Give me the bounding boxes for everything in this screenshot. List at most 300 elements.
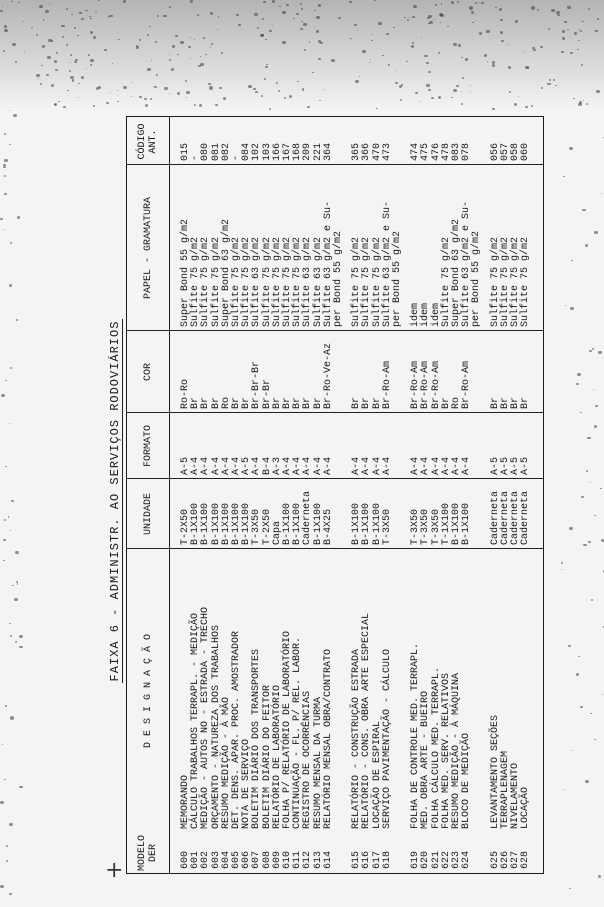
speckle bbox=[282, 41, 286, 44]
cell-modelo: 610 bbox=[282, 850, 293, 869]
cell-formato: A-4 bbox=[190, 456, 202, 475]
speckle bbox=[150, 98, 152, 100]
cell-unidade: B-1X100 bbox=[461, 502, 473, 545]
cell-papel: Sulfite 63 g/m2 bbox=[312, 236, 324, 327]
cell-unidade: T-3X50 bbox=[410, 508, 422, 545]
speckle bbox=[551, 9, 555, 12]
speckle bbox=[46, 74, 49, 76]
cell-papel: Super Bond 55 g/m2 bbox=[180, 218, 191, 327]
cell-designacao: FOLHA CÁLCULO MED. TERRAPL. bbox=[430, 666, 442, 829]
speckle bbox=[532, 47, 535, 49]
speckle bbox=[595, 30, 598, 32]
cell-modelo: 609 bbox=[271, 850, 283, 869]
header-designacao: D E S I G N A Ç Ã O bbox=[142, 633, 154, 749]
speckle bbox=[71, 14, 73, 15]
speckle bbox=[331, 59, 335, 62]
cell-designacao: BOLETIM DIÁRIO DOS TRANSPORTES bbox=[251, 648, 263, 829]
cell-codigo: 168 bbox=[292, 142, 304, 161]
cell-formato: A-4 bbox=[410, 456, 422, 475]
speckle bbox=[296, 13, 299, 15]
cell-designacao: NIVELAMENTO bbox=[510, 762, 521, 829]
speckle bbox=[54, 103, 57, 105]
speckle bbox=[316, 30, 319, 32]
speckle bbox=[420, 101, 421, 102]
speckle bbox=[597, 18, 599, 20]
cell-formato: A-4 bbox=[292, 456, 304, 475]
speckle bbox=[509, 91, 510, 92]
cell-cor: Br bbox=[292, 396, 304, 409]
speckle bbox=[177, 54, 178, 55]
cell-formato: A-4 bbox=[371, 456, 383, 475]
cell-modelo: 605 bbox=[231, 850, 242, 869]
cell-unidade: Caderneta bbox=[510, 490, 521, 545]
cell-cor: Br-Ro-Am bbox=[461, 360, 473, 409]
cell-formato: A-4 bbox=[231, 456, 242, 475]
speckle bbox=[540, 46, 543, 48]
cell-codigo: 058 bbox=[510, 142, 521, 161]
speckle bbox=[54, 60, 57, 62]
speckle bbox=[104, 49, 106, 51]
cell-cor: Ro bbox=[220, 396, 232, 409]
speckle bbox=[582, 21, 584, 22]
speckle bbox=[180, 41, 184, 44]
cell-modelo: 620 bbox=[420, 850, 432, 869]
cell-cor: Br bbox=[371, 396, 383, 409]
speckle bbox=[10, 530, 11, 531]
forms-table bbox=[126, 116, 544, 874]
speckle bbox=[412, 16, 415, 18]
cell-modelo: 626 bbox=[499, 850, 511, 869]
speckle bbox=[210, 12, 213, 15]
cell-modelo: 619 bbox=[410, 850, 422, 869]
speckle bbox=[254, 13, 258, 16]
cell-cor: Br bbox=[351, 396, 363, 409]
speckle bbox=[123, 0, 126, 2]
speckle bbox=[564, 21, 567, 23]
speckle bbox=[469, 6, 473, 9]
speckle bbox=[132, 82, 133, 83]
cell-designacao: MEMORANDO bbox=[180, 774, 191, 829]
cell-formato: A-4 bbox=[440, 456, 452, 475]
cell-codigo: 103 bbox=[261, 142, 273, 161]
speckle bbox=[155, 41, 157, 43]
speckle bbox=[601, 193, 602, 194]
speckle bbox=[205, 54, 206, 55]
speckle bbox=[90, 64, 92, 66]
cell-papel: Sulfite 75 g/m2 bbox=[190, 236, 202, 327]
cell-modelo: 606 bbox=[241, 850, 253, 869]
cell-cor: Br bbox=[312, 396, 324, 409]
cell-formato: A-4 bbox=[312, 456, 324, 475]
cell-papel: Sulfite 75 g/m2 bbox=[351, 236, 363, 327]
cell-unidade: T-2X50 bbox=[261, 508, 273, 545]
speckle bbox=[461, 103, 463, 105]
speckle bbox=[0, 218, 3, 220]
speckle bbox=[260, 34, 264, 37]
cell-formato: A-5 bbox=[489, 456, 501, 475]
speckle bbox=[470, 91, 471, 92]
speckle bbox=[221, 52, 223, 54]
cell-cor: Br bbox=[190, 396, 202, 409]
cell-codigo: 221 bbox=[312, 142, 324, 161]
speckle bbox=[200, 63, 204, 66]
speckle bbox=[209, 86, 213, 89]
cell-codigo: 476 bbox=[430, 142, 442, 161]
cell-codigo: 081 bbox=[210, 142, 222, 161]
speckle bbox=[596, 90, 599, 93]
speckle bbox=[63, 106, 65, 108]
speckle bbox=[301, 8, 303, 9]
cell-formato: A-4 bbox=[210, 456, 222, 475]
speckle bbox=[70, 76, 73, 79]
speckle bbox=[9, 893, 11, 895]
cell-designacao: REGISTRO DE OCORRÊNCIAS bbox=[302, 690, 314, 829]
speckle bbox=[531, 105, 533, 107]
speckle bbox=[112, 63, 113, 64]
column-rule bbox=[127, 164, 543, 165]
speckle bbox=[282, 11, 285, 14]
cell-unidade: T-3X50 bbox=[430, 508, 442, 545]
speckle bbox=[66, 8, 68, 9]
speckle bbox=[570, 52, 573, 55]
cell-formato: A-4 bbox=[430, 456, 442, 475]
cell-cor: Br bbox=[200, 396, 212, 409]
cell-designacao: FOLHA MED. SERV. RELATIVOS bbox=[440, 672, 452, 829]
cell-unidade: Capa bbox=[271, 520, 283, 545]
cell-papel: Sulfite 75 g/m2 bbox=[292, 236, 304, 327]
cell-papel: Super Bond 63 g/m2 bbox=[220, 218, 232, 327]
header-papel: PAPEL - GRAMATURA bbox=[142, 196, 154, 300]
cell-designacao: RELATÓRIO MENSAL OBRA/CONTRATO bbox=[322, 648, 334, 829]
cell-designacao: LOCAÇÃO bbox=[520, 786, 532, 829]
cell-designacao: LEVANTAMENTO SEÇÕES bbox=[489, 714, 501, 829]
speckle bbox=[4, 519, 6, 520]
speckle bbox=[284, 97, 286, 98]
cell-papel: Sulfite 75 g/m2 bbox=[231, 236, 242, 327]
cell-unidade: B-1X100 bbox=[351, 502, 363, 545]
cell-cor: Br bbox=[489, 396, 501, 409]
speckle bbox=[248, 85, 251, 88]
table-header bbox=[127, 117, 170, 873]
speckle bbox=[453, 89, 457, 92]
cell-unidade: T-1X100 bbox=[440, 502, 452, 545]
speckle bbox=[10, 635, 12, 637]
speckle bbox=[4, 133, 6, 135]
cell-papel: Super Bond 63 g/m2 bbox=[451, 218, 462, 327]
cell-designacao: NOTA DE SERVIÇO bbox=[241, 738, 253, 829]
speckle bbox=[9, 623, 11, 624]
cell-cor: Br bbox=[271, 396, 283, 409]
cell-formato: A-4 bbox=[302, 456, 314, 475]
speckle bbox=[15, 61, 17, 63]
speckle bbox=[297, 81, 299, 82]
speckle bbox=[537, 9, 539, 11]
cell-cor: Ro-Ro bbox=[180, 378, 191, 409]
speckle bbox=[1, 394, 5, 397]
cell-unidade: Caderneta bbox=[499, 490, 511, 545]
speckle bbox=[602, 694, 603, 695]
cell-papel: Sulfite 75 g/m2 bbox=[261, 236, 273, 327]
cell-unidade: Caderneta bbox=[302, 490, 314, 545]
speckle bbox=[169, 54, 170, 55]
cell-designacao: RELATÓRIO DE LABORATÓRIO bbox=[271, 684, 283, 829]
speckle bbox=[55, 69, 57, 71]
speckle bbox=[6, 845, 8, 847]
cell-formato: A-3 bbox=[271, 456, 283, 475]
speckle bbox=[169, 93, 170, 94]
speckle bbox=[579, 101, 582, 103]
cell-modelo: 600 bbox=[180, 850, 191, 869]
cell-codigo: 366 bbox=[361, 142, 373, 161]
cell-codigo: 473 bbox=[381, 142, 393, 161]
speckle bbox=[272, 0, 275, 3]
cell-modelo: 621 bbox=[430, 850, 442, 869]
speckle bbox=[0, 801, 4, 804]
cell-codigo: 364 bbox=[322, 142, 334, 161]
cell-designacao: RESUMO MEDIÇÃO - À MÁQUINA bbox=[451, 672, 462, 829]
speckle bbox=[276, 82, 279, 84]
speckle bbox=[525, 66, 529, 69]
cell-codigo: 057 bbox=[499, 142, 511, 161]
speckle bbox=[3, 560, 4, 561]
cell-unidade: T-3X50 bbox=[251, 508, 263, 545]
speckle bbox=[500, 31, 503, 33]
cell-codigo: 015 bbox=[180, 142, 191, 161]
speckle bbox=[45, 10, 49, 13]
speckle bbox=[163, 15, 166, 18]
speckle bbox=[500, 19, 503, 21]
cell-papel: Sulfite 63 g/m2 bbox=[302, 236, 314, 327]
speckle bbox=[413, 5, 417, 8]
cell-formato: A-5 bbox=[510, 456, 521, 475]
cell-modelo: 616 bbox=[361, 850, 373, 869]
cell-unidade: Caderneta bbox=[489, 490, 501, 545]
speckle bbox=[3, 166, 6, 168]
cell-unidade: B-1X100 bbox=[282, 502, 293, 545]
speckle bbox=[110, 92, 112, 93]
cell-codigo: 083 bbox=[451, 142, 462, 161]
speckle bbox=[117, 101, 119, 102]
speckle bbox=[447, 26, 449, 28]
cell-unidade: B-1X100 bbox=[200, 502, 212, 545]
cell-modelo: 625 bbox=[489, 850, 501, 869]
cell-modelo: 613 bbox=[312, 850, 324, 869]
speckle bbox=[36, 74, 40, 77]
speckle bbox=[386, 33, 389, 35]
speckle bbox=[439, 13, 443, 16]
cell-unidade: B-1X100 bbox=[241, 502, 253, 545]
speckle bbox=[172, 45, 175, 48]
cell-designacao: ORÇAMENTO - NATUREZA DOS TRABALHOS bbox=[210, 624, 222, 829]
cell-unidade: B-1X100 bbox=[451, 502, 462, 545]
header-unidade: UNIDADE bbox=[142, 493, 154, 536]
speckle bbox=[371, 40, 372, 41]
cell-unidade: B-1X100 bbox=[190, 502, 202, 545]
cell-modelo: 607 bbox=[251, 850, 263, 869]
speckle bbox=[12, 43, 16, 46]
speckle bbox=[407, 19, 409, 21]
speckle bbox=[186, 91, 189, 94]
cell-codigo: 102 bbox=[251, 142, 263, 161]
speckle bbox=[194, 104, 196, 105]
speckle bbox=[108, 16, 110, 17]
speckle bbox=[2, 6, 3, 7]
speckle bbox=[69, 70, 71, 71]
cell-papel: Sulfite 63 g/m2 e Su- bbox=[461, 200, 473, 327]
cell-formato: A-4 bbox=[361, 456, 373, 475]
cell-designacao: DET. DENS. APAR. PROC. AMOSTRADOR bbox=[231, 630, 242, 829]
speckle bbox=[169, 59, 171, 61]
cell-designacao: FOLHA DE CONTROLE MED. TERRAPL. bbox=[410, 642, 422, 829]
cell-modelo: 627 bbox=[510, 850, 521, 869]
cell-designacao: MED. OBRA ARTE - BUEIRO bbox=[420, 690, 432, 829]
speckle bbox=[6, 860, 8, 862]
cell-papel: Sulfite 75 g/m2 bbox=[241, 236, 253, 327]
cell-papel: Sulfite 75 g/m2 bbox=[282, 236, 293, 327]
cell-codigo: 084 bbox=[241, 142, 253, 161]
speckle bbox=[90, 59, 94, 62]
cell-cor: Br-Br-Br bbox=[251, 360, 263, 409]
cell-designacao: CONTINUAÇÃO - FL. P/ REL. LABOR. bbox=[292, 636, 304, 829]
speckle bbox=[77, 35, 78, 36]
cell-unidade: B-1X100 bbox=[312, 502, 324, 545]
speckle bbox=[78, 83, 80, 84]
cell-codigo: 167 bbox=[282, 142, 293, 161]
cell-papel: Sulfite 75 g/m2 bbox=[520, 236, 532, 327]
cell-modelo: 623 bbox=[451, 850, 462, 869]
cell-modelo: 604 bbox=[220, 850, 232, 869]
speckle bbox=[577, 49, 579, 50]
speckle bbox=[562, 30, 565, 32]
cell-modelo: 615 bbox=[351, 850, 363, 869]
cell-cor: Br-Ro-Am bbox=[430, 360, 442, 409]
speckle bbox=[4, 159, 8, 162]
speckle bbox=[438, 96, 441, 98]
cell-unidade: T-3X50 bbox=[381, 508, 393, 545]
cell-codigo: 060 bbox=[520, 142, 532, 161]
cell-papel: Sulfite 75 g/m2 bbox=[200, 236, 212, 327]
speckle bbox=[567, 29, 568, 30]
cell-formato: A-4 bbox=[220, 456, 232, 475]
speckle bbox=[574, 32, 577, 35]
speckle bbox=[74, 27, 76, 29]
speckle bbox=[36, 34, 38, 35]
cell-unidade: B-1X100 bbox=[220, 502, 232, 545]
cell-cor: Br bbox=[282, 396, 293, 409]
cell-codigo: - bbox=[190, 154, 202, 161]
cell-cor: Br-Ro-Ve-Az bbox=[322, 342, 334, 409]
cell-formato: A-5 bbox=[241, 456, 253, 475]
cell-papel: Sulfite 75 g/m2 bbox=[489, 236, 501, 327]
speckle bbox=[514, 103, 518, 106]
speckle bbox=[9, 144, 10, 145]
speckle bbox=[253, 88, 256, 90]
cell-cor: Br bbox=[440, 396, 452, 409]
speckle bbox=[438, 52, 440, 53]
speckle bbox=[531, 6, 535, 9]
speckle bbox=[318, 4, 321, 7]
cell-codigo: 470 bbox=[371, 142, 383, 161]
speckle bbox=[415, 92, 418, 94]
cell-papel: idem bbox=[410, 302, 422, 327]
speckle bbox=[316, 16, 320, 19]
cell-modelo: 602 bbox=[200, 850, 212, 869]
speckle bbox=[199, 104, 202, 106]
cell-formato: A-4 bbox=[251, 456, 263, 475]
speckle bbox=[428, 23, 430, 24]
cell-formato: A-5 bbox=[499, 456, 511, 475]
cell-cor: Br bbox=[520, 396, 532, 409]
speckle bbox=[573, 98, 575, 100]
speckle bbox=[4, 193, 6, 195]
cell-codigo: 474 bbox=[410, 142, 422, 161]
cell-formato: A-4 bbox=[381, 456, 393, 475]
cell-papel: idem bbox=[420, 302, 432, 327]
cell-designacao: FOLHA P/ RELATÓRIO DE LABORATÓRIO bbox=[282, 630, 293, 829]
page-title bbox=[108, 110, 122, 892]
cell-papel: Sulfite 75 g/m2 bbox=[271, 236, 283, 327]
speckle bbox=[547, 83, 550, 86]
speckle bbox=[431, 97, 434, 99]
speckle bbox=[5, 705, 8, 707]
cell-papel: per Bond 55 g/m2 bbox=[471, 230, 483, 327]
cell-codigo: - bbox=[231, 154, 242, 161]
speckle bbox=[515, 20, 518, 22]
cell-papel: Sulfite 63 g/m2 e Su- bbox=[322, 200, 334, 327]
speckle bbox=[456, 85, 459, 87]
speckle bbox=[62, 36, 64, 38]
cell-unidade: B-1X100 bbox=[210, 502, 222, 545]
cell-designacao: CÁLCULO TRABALHOS TERRAPL. - MEDIÇÃO bbox=[190, 612, 202, 829]
cell-papel: Sulfite 75 g/m2 bbox=[371, 236, 383, 327]
cell-unidade: T-3X50 bbox=[420, 508, 432, 545]
speckle bbox=[255, 91, 258, 93]
cell-codigo: 209 bbox=[302, 142, 314, 161]
speckle bbox=[600, 488, 601, 489]
speckle bbox=[147, 68, 150, 71]
cell-papel: Sulfite 75 g/m2 bbox=[499, 236, 511, 327]
cell-unidade: B-1X100 bbox=[292, 502, 304, 545]
cell-papel: per Bond 55 g/m2 bbox=[392, 230, 403, 327]
cell-unidade: B-1X100 bbox=[371, 502, 383, 545]
cell-modelo: 608 bbox=[261, 850, 273, 869]
cell-unidade: B-1X100 bbox=[361, 502, 373, 545]
cell-designacao: SERVIÇO PAVIMENTAÇÃO - CÁLCULO bbox=[381, 648, 393, 829]
cell-cor: Br bbox=[231, 396, 242, 409]
speckle bbox=[475, 2, 477, 4]
speckle bbox=[139, 39, 141, 41]
speckle bbox=[435, 4, 437, 6]
cell-formato: A-4 bbox=[451, 456, 462, 475]
speckle bbox=[9, 423, 10, 424]
speckle bbox=[406, 61, 408, 62]
speckle bbox=[586, 103, 588, 105]
cell-cor: Br bbox=[241, 396, 253, 409]
speckle bbox=[453, 43, 456, 46]
speckle bbox=[302, 88, 305, 90]
cell-cor: Br-Br bbox=[261, 378, 273, 409]
cell-papel: Sulfite 75 g/m2 bbox=[210, 236, 222, 327]
speckle bbox=[264, 78, 266, 79]
speckle bbox=[378, 22, 382, 25]
cell-unidade: Caderneta bbox=[520, 490, 532, 545]
cell-designacao: RELATÓRIO - CONS. OBRA ARTE ESPECIAL bbox=[361, 612, 373, 829]
speckle bbox=[465, 58, 468, 61]
column-rule bbox=[127, 478, 543, 479]
cell-designacao: RELATÓRIO - CONSTRUÇÃO ESTRADA bbox=[351, 648, 363, 829]
column-rule bbox=[127, 330, 543, 331]
speckle bbox=[357, 30, 358, 31]
